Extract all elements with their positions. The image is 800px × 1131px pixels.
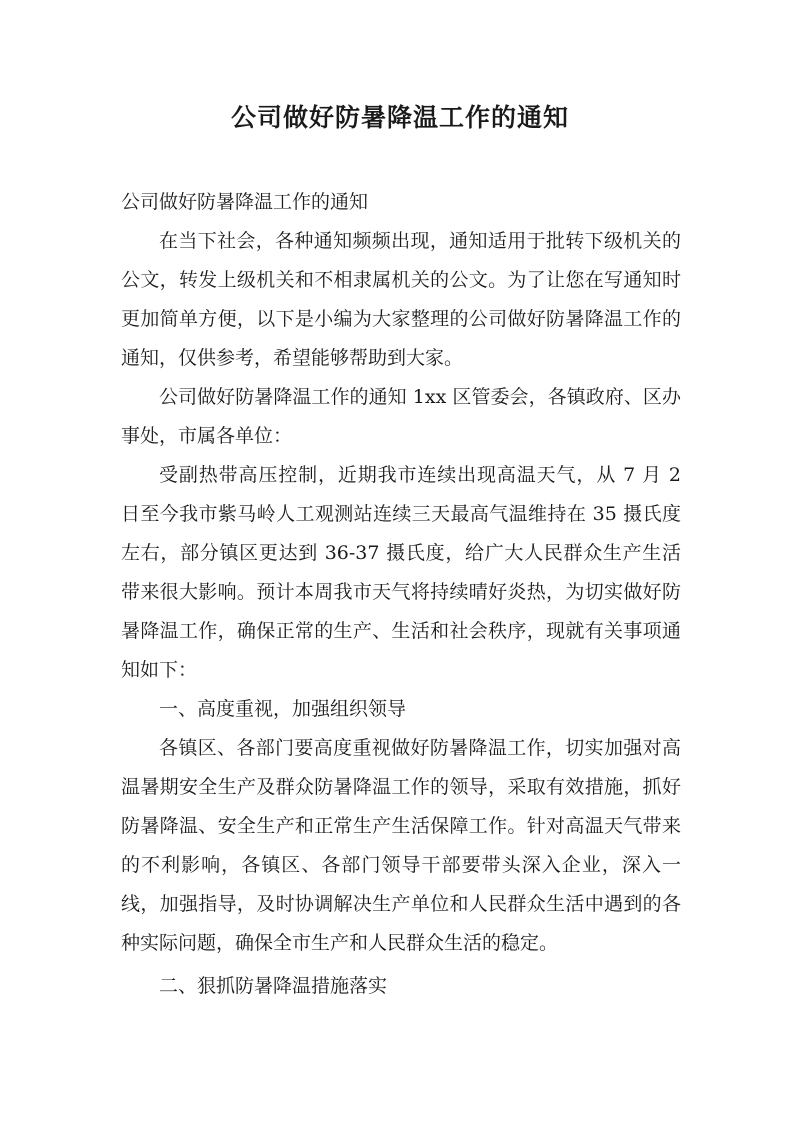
section-heading-2: 二、狠抓防暑降温措施落实: [159, 975, 388, 997]
document-title: 公司做好防暑降温工作的通知: [230, 103, 569, 132]
section-1-paragraph: 各镇区、各部门要高度重视做好防暑降温工作，切实加强对高温暑期安全生产及群众防暑降温工作的领导，采取有效措施，抓好防暑降温、安全生产和正常生产生活保障工作。针对高温天气带来的不利影响，各镇区、各部门领导干部要带头深入企业，深入一线，加强指导，及时协调解决生产单位和人民群众生活中遇到的各种实际问题，确保全市生产和人民群众生活的稳定。: [121, 737, 681, 954]
intro-paragraph: 在当下社会，各种通知频频出现，通知适用于批转下级机关的公文，转发上级机关和不相隶属机关的公文。为了让您在写通知时更加简单方便，以下是小编为大家整理的公司做好防暑降温工作的通知，仅供参考，希望能够帮助到大家。: [121, 230, 681, 369]
section-heading-1: 一、高度重视，加强组织领导: [159, 698, 407, 720]
addressee-paragraph: 公司做好防暑降温工作的通知 1xx 区管委会，各镇政府、区办事处，市属各单位：: [121, 386, 681, 447]
weather-paragraph: 受副热带高压控制，近期我市连续出现高温天气，从 7 月 2 日至今我市紫马岭人工观测站连续三天最高气温维持在 35 摄氏度左右，部分镇区更达到 36-37 摄氏度，给广大人民群众生产生活带来很大影响。预计本周我市天气将持续晴好炎热，为切实做好防暑降温工作，确保正常的生产、生活和社会秩序，现就有关事项通知如下：: [121, 464, 681, 681]
document-body: [121, 183, 681, 1006]
body-heading: 公司做好防暑降温工作的通知: [121, 191, 369, 213]
